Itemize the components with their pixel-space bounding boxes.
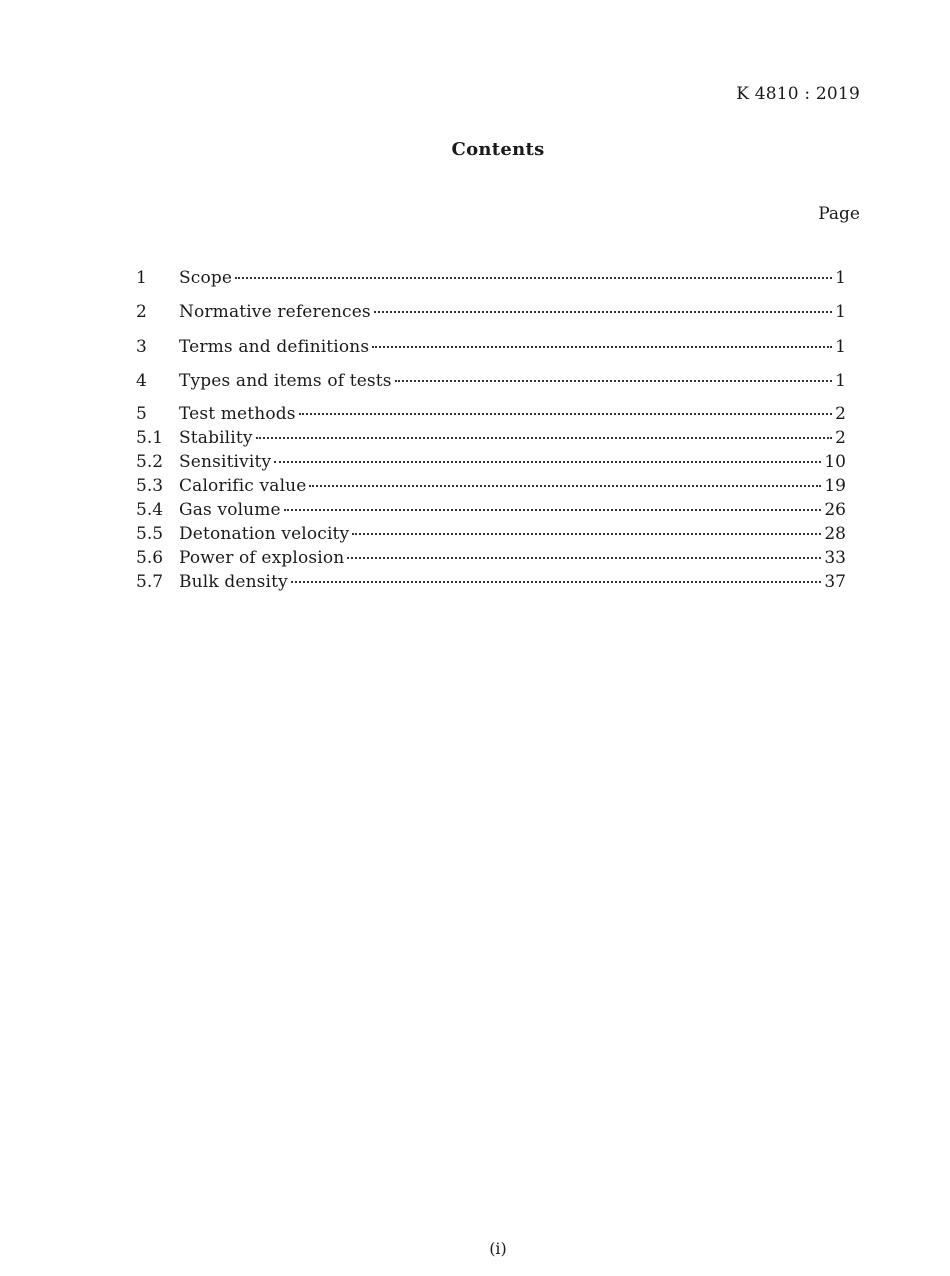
toc-entry[interactable] <box>136 403 846 425</box>
toc-entry[interactable] <box>136 451 846 473</box>
toc-entry-page: 28 <box>824 524 846 544</box>
toc-entry-number: 5.4 <box>136 500 164 520</box>
toc-entry-title: Scope <box>179 268 233 288</box>
toc-entry-title: Test methods <box>179 404 296 424</box>
toc-entry-page: 19 <box>824 476 846 496</box>
toc-entry[interactable] <box>136 499 846 521</box>
toc-entry-number: 5.1 <box>136 428 164 448</box>
dot-leader <box>395 380 833 382</box>
toc-entry-page: 1 <box>835 337 846 357</box>
document-code: K 4810 : 2019 <box>736 84 860 104</box>
toc-entry-title: Detonation velocity <box>179 524 350 544</box>
toc-entry-title: Gas volume <box>179 500 281 520</box>
dot-leader <box>256 437 833 439</box>
toc-entry-number: 5.6 <box>136 548 164 568</box>
toc-entry-page: 10 <box>824 452 846 472</box>
toc-entry-title: Calorific value <box>179 476 307 496</box>
toc-entry[interactable] <box>136 301 846 323</box>
toc-entry[interactable] <box>136 427 846 449</box>
dot-leader <box>374 311 832 313</box>
toc-entry-number: 3 <box>136 337 147 357</box>
dot-leader <box>284 509 822 511</box>
dot-leader <box>274 461 821 463</box>
toc-entry[interactable] <box>136 571 846 593</box>
toc-entry-title: Normative references <box>179 302 371 322</box>
toc-entry-page: 26 <box>824 500 846 520</box>
toc-entry-title: Stability <box>179 428 253 448</box>
toc-entry[interactable] <box>136 267 846 289</box>
dot-leader <box>347 557 821 559</box>
toc-entry-title: Sensitivity <box>179 452 272 472</box>
dot-leader <box>299 413 833 415</box>
toc-entry-title: Types and items of tests <box>179 371 392 391</box>
toc-entry-number: 5 <box>136 404 147 424</box>
toc-entry-number: 5.2 <box>136 452 164 472</box>
toc-entry-number: 2 <box>136 302 147 322</box>
toc-entry-title: Power of explosion <box>179 548 345 568</box>
toc-entry[interactable] <box>136 523 846 545</box>
toc-entry[interactable] <box>136 336 846 358</box>
toc-entry-number: 1 <box>136 268 147 288</box>
toc-entry-page: 33 <box>824 548 846 568</box>
page-column-label: Page <box>818 204 860 224</box>
toc-entry-page: 2 <box>835 404 846 424</box>
toc-entry-page: 1 <box>835 371 846 391</box>
toc-entry-number: 5.5 <box>136 524 164 544</box>
dot-leader <box>352 533 821 535</box>
toc-entry-page: 37 <box>824 572 846 592</box>
toc-entry[interactable] <box>136 370 846 392</box>
toc-entry-page: 1 <box>835 302 846 322</box>
toc-entry-page: 2 <box>835 428 846 448</box>
toc-entry-title: Terms and definitions <box>179 337 370 357</box>
toc-entry-number: 5.7 <box>136 572 164 592</box>
toc-entry-title: Bulk density <box>179 572 288 592</box>
toc-entry[interactable] <box>136 547 846 569</box>
toc-entry-page: 1 <box>835 268 846 288</box>
footer-page-number: (i) <box>489 1239 507 1258</box>
dot-leader <box>291 581 821 583</box>
dot-leader <box>235 277 832 279</box>
contents-heading: Contents <box>451 139 545 160</box>
toc-entry[interactable] <box>136 475 846 497</box>
toc-entry-number: 5.3 <box>136 476 164 496</box>
dot-leader <box>309 485 821 487</box>
toc-entry-number: 4 <box>136 371 147 391</box>
dot-leader <box>372 346 832 348</box>
